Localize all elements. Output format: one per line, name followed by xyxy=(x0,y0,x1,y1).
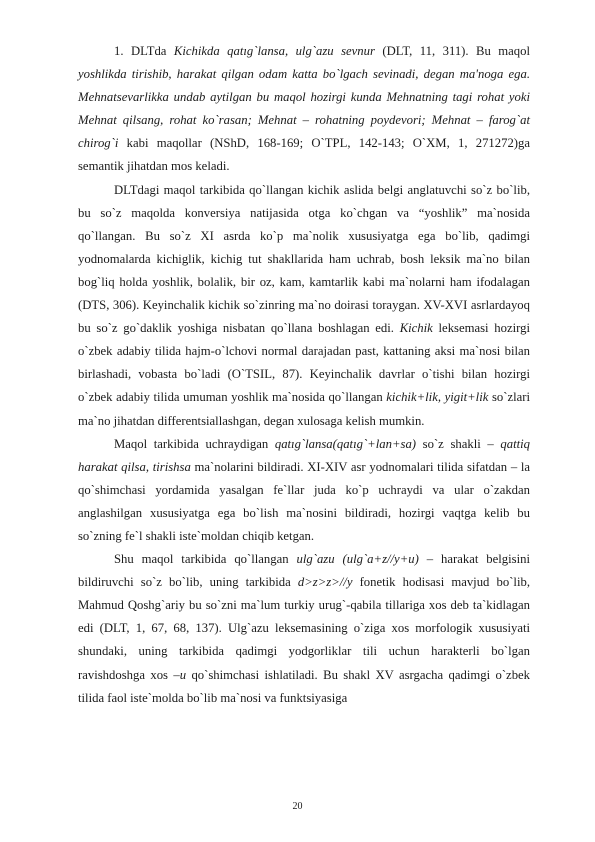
text-run: leksemasi hozirgi o`zbek adabiy tilida hajm-o`lchovi normal darajadan past, kattaning aksi ma`nosi bilan birlashadi, vobasta bo`ladi (O`TSIL, 87). Keyinchalik davrlar o`tishi bilan hozirgi o`zbek adabiy tilida umuman yoshlik ma`nosida qo`llangan xyxy=(78,321,530,405)
text-run: ma`nolarini bildiradi. XI-XIV asr yodnomalari tilida sifatdan – la qo`shimchasi yordamida yasalgan fe`llar juda ko`p uchraydi va ular o`zakdan anglashilgan xususiyatga ega bo`lish ma`nosini bildiradi, hozirgi vaqtga kelib bu so`zning fe`l shakli iste`moldan chiqib ketgan. xyxy=(78,459,531,543)
paragraph xyxy=(78,548,530,710)
text-run: so`z shakli – xyxy=(416,436,501,451)
italic-text: Kichik xyxy=(399,321,433,336)
italic-text: qatıg`lansa(qatıg`+lan+sa) xyxy=(274,436,417,451)
italic-text: ulg`azu (ulg`a+z//y+u) xyxy=(296,552,419,567)
text-run: fonetik hodisasi mavjud bo`lib, Mahmud Qoshg`ariy bu so`zni ma`lum turkiy urug`-qabila tillariga xos deb ta`kidlagan edi (DLT, 1, 67, 68, 137). Ulg`azu leksemasining o`ziga xos morfologik xususiyati shundaki, uning tarkibida qadimgi yodgorliklar tili uchun harakterli bo`lgan ravishdoshga xos – xyxy=(78,575,530,682)
text-run: DLTdagi maqol tarkibida qo`llangan kichik aslida belgi anglatuvchi so`z bo`lib, bu so`z maqolda konversiya natijasida otga ko`chgan va “yoshlik” ma`nosida qo`llangan. Bu so`z XI asrda ko`p ma`nolik xususiyatga ega bo`lib, qadimgi yodnomalarda kichiglik, kichig tut shakllarida ham uchrab, bosh leksik ma`no bilan bog`liq holda yoshlik, bolalik, bir oz, kam, kamtarlik kabi ma`nolarni ham ifodalagan (DTS, 306). Keyinchalik kichik so`zinring ma`no doirasi toraygan. XV-XVI asrlardayoq bu so`z go`daklik yoshiga nisbatan qo`llana boshlagan edi. xyxy=(78,182,530,336)
text-run: kabi maqollar (NShD, 168-169; O`TPL, 142-143; O`XM, 1, 271272)ga semantik jihatdan mos keladi. xyxy=(78,136,530,174)
text-run: Shu maqol tarkibida qo`llangan xyxy=(114,552,297,567)
text-run: Maqol tarkibida uchraydigan xyxy=(114,436,275,451)
paragraph xyxy=(78,179,530,433)
italic-text: yoshlikda tirishib, harakat qilgan odam katta bo`lgach sevinadi, degan ma'noga ega. Mehnatsevarlikka undab aytilgan bu maqol hozirgi kunda Mehnatning tagi rohat yoki Mehnat qilsang, rohat ko`rasan; Mehnat – rohatning poydevori; Mehnat – farog`at chirog`i xyxy=(78,67,530,151)
text-run: qo`shimchasi ishlatiladi. Bu shakl XV asrgacha qadimgi o`zbek tilida faol iste`molda bo`lib ma`nosi va funktsiyasiga xyxy=(78,667,531,705)
italic-text: u xyxy=(179,667,187,682)
text-run: – harakat belgisini bildiruvchi so`z bo`lib, uning tarkibida xyxy=(78,552,530,590)
italic-text: qattiq harakat qilsa, tirishsa xyxy=(78,436,530,474)
document-body xyxy=(78,40,530,710)
paragraph xyxy=(78,40,530,179)
italic-text: kichik+lik, yigit+lik xyxy=(386,390,489,405)
text-run: so`zlari ma`no jihatdan differentsiallashgan, degan xulosaga kelish mumkin. xyxy=(78,390,530,428)
text-run: (DLT, 11, 311). Bu maqol xyxy=(374,44,530,58)
text-run: 1. DLTda xyxy=(114,44,174,58)
page-number: 20 xyxy=(292,801,303,812)
paragraph xyxy=(78,433,530,548)
italic-text: Kichikda qatıg`lansa, ulg`azu sevnur xyxy=(173,44,375,58)
italic-text: d>z>z>//y xyxy=(297,575,353,590)
